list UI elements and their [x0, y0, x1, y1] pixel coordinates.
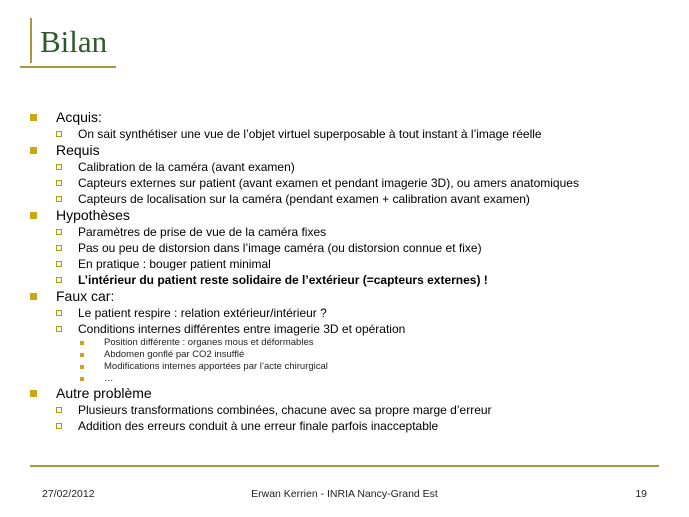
list-item-text: Pas ou peu de distorsion dans l’image caméra (ou distorsion connue et fixe) [78, 241, 482, 255]
hollow-square-bullet-icon [56, 245, 62, 251]
list-item [30, 126, 670, 142]
square-bullet-icon [30, 293, 37, 300]
list-item-text: Conditions internes différentes entre imagerie 3D et opération [78, 322, 406, 336]
hollow-square-bullet-icon [56, 229, 62, 235]
title-accent-vertical-line [30, 18, 32, 63]
small-square-bullet-icon [80, 365, 84, 369]
section-heading [30, 142, 670, 159]
list-item [30, 272, 670, 288]
square-bullet-icon [30, 390, 37, 397]
sub-list-item-text: … [104, 373, 114, 384]
list-item-text: Paramètres de prise de vue de la caméra fixes [78, 225, 327, 239]
sub-list-item [30, 337, 670, 349]
hollow-square-bullet-icon [56, 277, 62, 283]
list-item [30, 256, 670, 272]
list-item [30, 240, 670, 256]
small-square-bullet-icon [80, 353, 84, 357]
footer-page-number: 19 [635, 488, 647, 500]
sub-list-item [30, 361, 670, 373]
list-item [30, 224, 670, 240]
slide-title: Bilan [40, 24, 108, 59]
section-heading-text: Requis [56, 142, 100, 158]
section-heading-text: Faux car: [56, 288, 115, 304]
sub-list-item-text: Modifications internes apportées par l’acte chirurgical [104, 361, 328, 372]
list-item-text: Le patient respire : relation extérieur/intérieur ? [78, 306, 327, 320]
square-bullet-icon [30, 114, 37, 121]
hollow-square-bullet-icon [56, 310, 62, 316]
section-heading [30, 288, 670, 305]
hollow-square-bullet-icon [56, 180, 62, 186]
footer-divider [30, 465, 659, 467]
list-item-text: On sait synthétiser une vue de l’objet virtuel superposable à tout instant à l’image réelle [78, 127, 542, 141]
hollow-square-bullet-icon [56, 196, 62, 202]
list-item [30, 191, 670, 207]
list-item [30, 175, 670, 191]
small-square-bullet-icon [80, 377, 84, 381]
sub-list-item-text: Position différente : organes mous et déformables [104, 337, 314, 348]
section-heading [30, 385, 670, 402]
title-accent-horizontal-line [20, 66, 116, 68]
list-item-text: Calibration de la caméra (avant examen) [78, 160, 295, 174]
sub-list-item [30, 373, 670, 385]
list-item [30, 305, 670, 321]
list-item-text: Capteurs de localisation sur la caméra (pendant examen + calibration avant examen) [78, 192, 530, 206]
footer-author: Erwan Kerrien - INRIA Nancy-Grand Est [251, 488, 438, 500]
list-item-text: En pratique : bouger patient minimal [78, 257, 271, 271]
hollow-square-bullet-icon [56, 407, 62, 413]
sub-list-item [30, 349, 670, 361]
section-heading [30, 207, 670, 224]
section-heading [30, 109, 670, 126]
list-item-text: Plusieurs transformations combinées, chacune avec sa propre marge d’erreur [78, 403, 492, 417]
list-item [30, 402, 670, 418]
hollow-square-bullet-icon [56, 326, 62, 332]
square-bullet-icon [30, 147, 37, 154]
small-square-bullet-icon [80, 341, 84, 345]
list-item-text: Capteurs externes sur patient (avant examen et pendant imagerie 3D), ou amers anatomiques [78, 176, 579, 190]
list-item-text: L’intérieur du patient reste solidaire de l’extérieur (=capteurs externes) ! [78, 273, 488, 287]
hollow-square-bullet-icon [56, 164, 62, 170]
section-heading-text: Hypothèses [56, 207, 130, 223]
list-item-text: Addition des erreurs conduit à une erreur finale parfois inacceptable [78, 419, 439, 433]
section-heading-text: Autre problème [56, 385, 152, 401]
section-heading-text: Acquis: [56, 109, 102, 125]
list-item [30, 321, 670, 337]
square-bullet-icon [30, 212, 37, 219]
hollow-square-bullet-icon [56, 131, 62, 137]
slide-content [30, 109, 670, 434]
footer-date: 27/02/2012 [42, 488, 95, 500]
sub-list-item-text: Abdomen gonflé par CO2 insufflé [104, 349, 245, 360]
hollow-square-bullet-icon [56, 261, 62, 267]
hollow-square-bullet-icon [56, 423, 62, 429]
list-item [30, 418, 670, 434]
list-item [30, 159, 670, 175]
